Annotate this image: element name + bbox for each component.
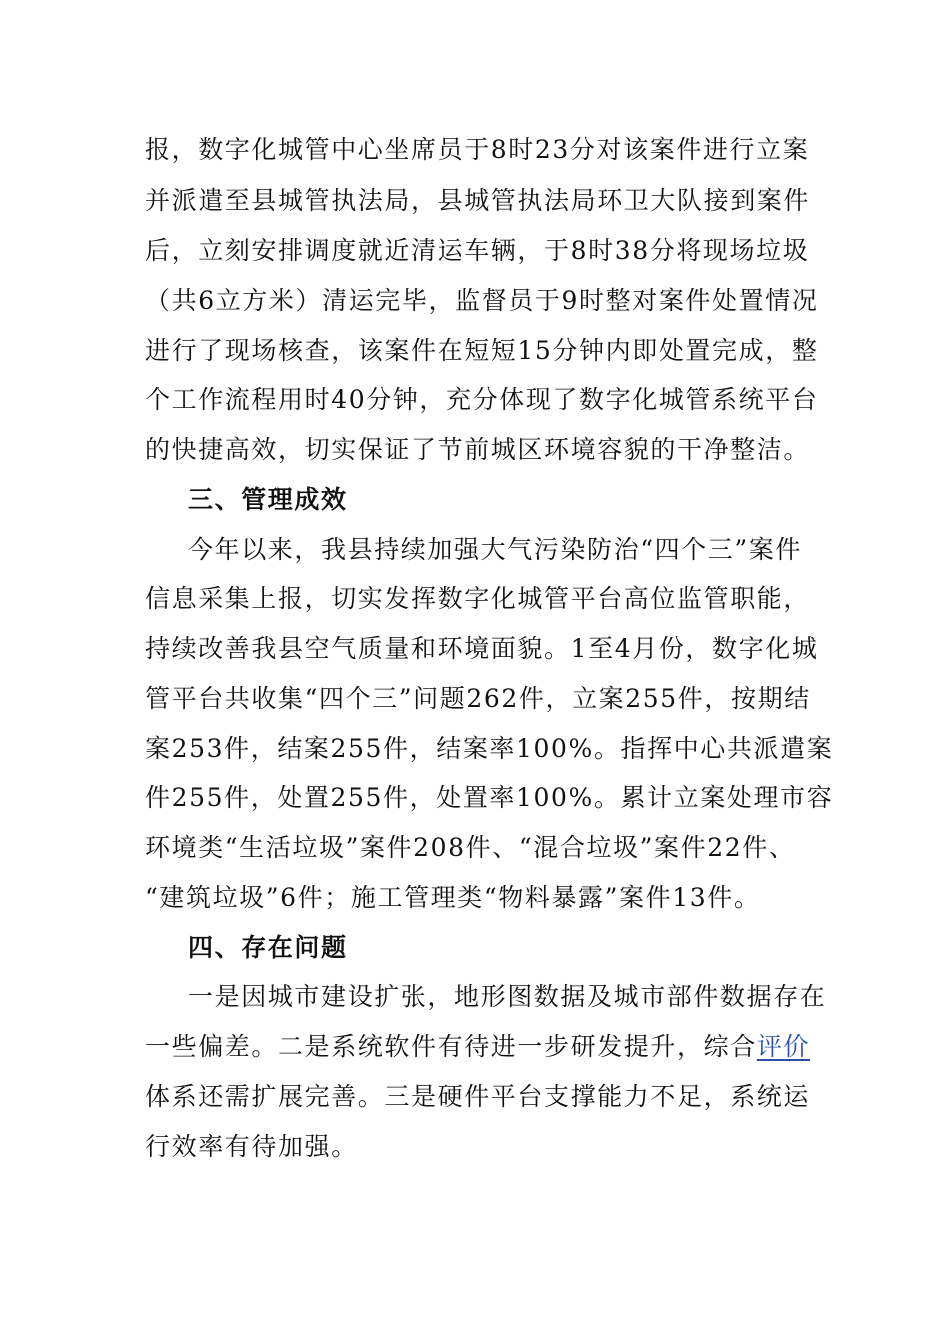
body-text-line: “建筑垃圾”6件；施工管理类“物料暴露”案件13件。	[145, 883, 761, 912]
body-text-line: 管平台共收集“四个三”问题262件，立案255件，按期结	[145, 684, 811, 713]
section-heading-management-results: 三、管理成效	[188, 485, 348, 514]
body-text-line: 件255件，处置255件，处置率100%。累计立案处理市容	[145, 783, 834, 812]
body-text-line: 的快捷高效，切实保证了节前城区环境容貌的干净整洁。	[145, 435, 811, 464]
body-text-line: 今年以来，我县持续加强大气污染防治“四个三”案件	[188, 535, 802, 564]
body-text-line: 案253件，结案255件，结案率100%。指挥中心共派遣案	[145, 734, 834, 763]
body-text-line: 个工作流程用时40分钟，充分体现了数字化城管系统平台	[145, 385, 819, 414]
body-text-line: 一是因城市建设扩张，地形图数据及城市部件数据存在	[188, 982, 827, 1011]
body-text-line-with-link	[145, 1031, 810, 1063]
body-text-line: 报，数字化城管中心坐席员于8时23分对该案件进行立案	[145, 135, 810, 164]
body-text-line: 并派遣至县城管执法局，县城管执法局环卫大队接到案件	[145, 186, 811, 215]
evaluation-link[interactable]: 评价	[756, 1032, 811, 1061]
body-text-line: 环境类“生活垃圾”案件208件、“混合垃圾”案件22件、	[145, 833, 796, 862]
body-text-line: 后，立刻安排调度就近清运车辆，于8时38分将现场垃圾	[145, 236, 810, 265]
section-heading-existing-problems: 四、存在问题	[188, 933, 348, 962]
body-text-line: 进行了现场核查，该案件在短短15分钟内即处置完成，整	[145, 336, 819, 365]
body-text-segment: 一些偏差。二是系统软件有待进一步研发提升，综合	[145, 1032, 757, 1061]
body-text-line: 体系还需扩展完善。三是硬件平台支撑能力不足，系统运	[145, 1082, 811, 1111]
body-text-line: 行效率有待加强。	[145, 1132, 358, 1161]
body-text-line: （共6立方米）清运完毕，监督员于9时整对案件处置情况	[145, 286, 819, 315]
body-text-line: 持续改善我县空气质量和环境面貌。1至4月份，数字化城	[145, 634, 819, 663]
body-text-line: 信息采集上报，切实发挥数字化城管平台高位监管职能，	[145, 584, 811, 613]
